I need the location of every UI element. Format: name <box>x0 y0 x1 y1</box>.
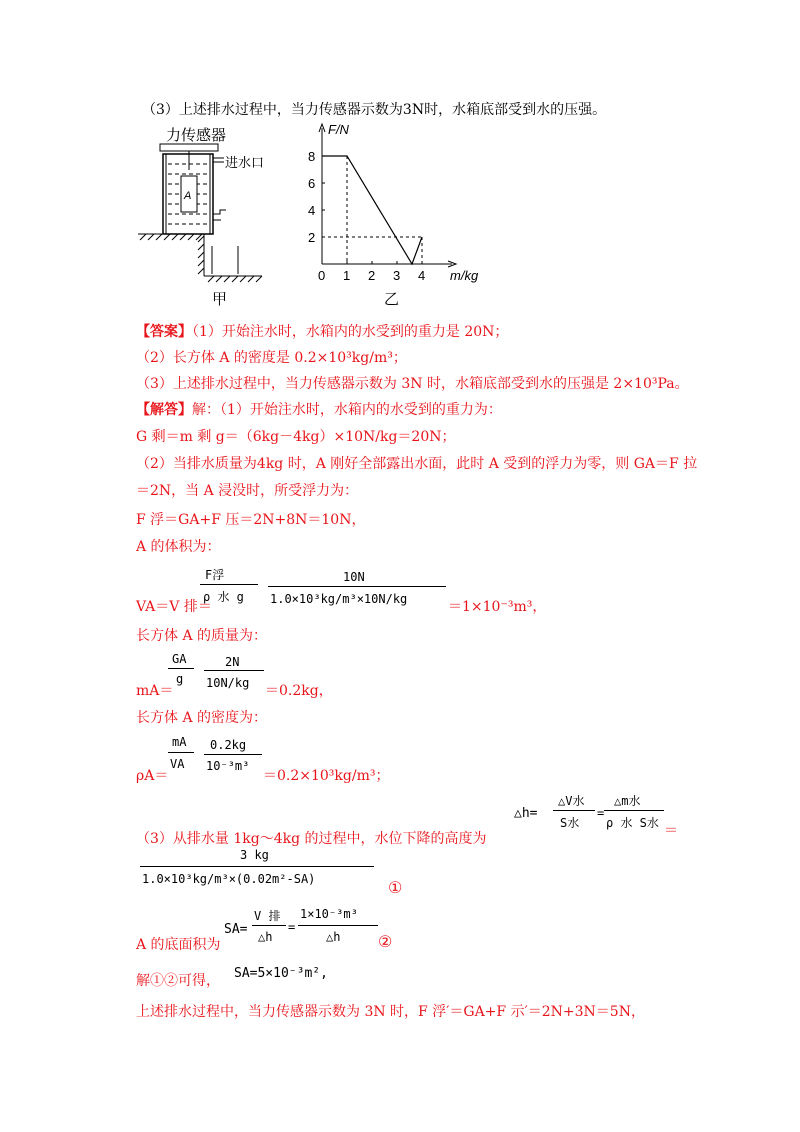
density-frac2-den: 10⁻³m³ <box>206 759 250 773</box>
volume-intro: A 的体积为： <box>136 539 221 555</box>
volume-result: ＝1×10⁻³m³， <box>448 599 547 615</box>
mass-result: ＝0.2kg， <box>265 683 333 699</box>
fraction-bar <box>553 810 595 811</box>
big-frac-num: 3 kg <box>240 848 269 862</box>
dh-equals: ＝ <box>664 823 678 839</box>
dh-frac1-num: △V水 <box>558 794 585 808</box>
answer-1: （1）开始注水时，水箱内的水受到的重力是 20N； <box>192 324 509 340</box>
fraction-bar <box>200 584 258 585</box>
fraction-bar <box>204 670 264 671</box>
fraction-bar <box>140 866 374 867</box>
apparatus-figure <box>138 118 278 310</box>
y-tick-label: 8 <box>308 149 316 164</box>
part2-line-1: （2）当排水质量为4kg 时，A 刚好全部露出水面，此时 A 受到的浮力为零，则 GA＝F 拉 <box>136 456 698 472</box>
dh-frac2-den: ρ 水 S水 <box>606 816 659 830</box>
fraction-bar <box>204 754 262 755</box>
part2-line-2: ＝2N，当 A 浸没时，所受浮力为： <box>136 483 359 499</box>
solution-tag: 【解答】 <box>136 402 192 418</box>
dh-eq-sign: = <box>597 806 605 820</box>
area-lhs: SA= <box>224 922 248 937</box>
x-tick-label: 1 <box>343 268 351 283</box>
mass-frac1-den: g <box>176 672 184 686</box>
fraction-bar <box>168 668 194 669</box>
big-frac-den: 1.0×10³kg/m³×(0.02m²-SA) <box>142 872 316 886</box>
mass-frac2-den: 10N/kg <box>206 676 250 690</box>
fraction-bar <box>298 925 378 926</box>
solution-intro-line <box>136 399 502 419</box>
area-frac1-num: V 排 <box>254 909 281 923</box>
x-axis-label: m/kg <box>450 268 479 283</box>
density-frac1-num: mA <box>172 735 187 749</box>
block-label: A <box>184 190 192 202</box>
density-frac2-num: 0.2kg <box>210 738 247 752</box>
y-axis-label: F/N <box>328 122 349 137</box>
mass-intro: 长方体 A 的质量为： <box>136 628 268 644</box>
volume-frac1-num: F浮 <box>205 568 225 582</box>
volume-lhs: VA＝V 排＝ <box>136 599 212 615</box>
part3-text: （3）从排水量 1kg～4kg 的过程中，水位下降的高度为 <box>136 831 487 847</box>
figure-yi-caption: 乙 <box>384 291 400 308</box>
figure-jia-caption: 甲 <box>212 291 228 308</box>
solution-intro: 解：（1）开始注水时，水箱内的水受到的重力为： <box>192 402 502 418</box>
fraction-bar <box>252 925 286 926</box>
circle-two: ② <box>378 932 393 951</box>
area-eq-sign: = <box>288 920 296 934</box>
gravity-line: G 剩＝m 剩 g＝（6kg－4kg）×10N/kg＝20N； <box>136 429 456 445</box>
buoyancy-line: F 浮＝GA+F 压＝2N+8N＝10N， <box>136 512 366 528</box>
fraction-bar <box>604 810 664 811</box>
volume-frac1-den: ρ 水 g <box>203 590 244 604</box>
mass-lhs: mA＝ <box>136 683 174 699</box>
area-intro: A 的底面积为 <box>136 937 221 953</box>
x-tick-label: 2 <box>368 268 376 283</box>
volume-frac2-den: 1.0×10³kg/m³×10N/kg <box>270 592 408 606</box>
density-intro: 长方体 A 的密度为： <box>136 710 268 726</box>
fraction-bar <box>168 752 194 753</box>
series-line <box>322 156 422 264</box>
mass-frac1-num: GA <box>172 652 187 666</box>
area-frac2-den: △h <box>326 930 341 944</box>
density-frac1-den: VA <box>170 757 185 771</box>
x-tick-label: 4 <box>418 268 426 283</box>
sensor-label: 力传感器 <box>166 127 227 144</box>
dh-frac1-den: S水 <box>560 816 580 830</box>
x-tick-label: 3 <box>393 268 401 283</box>
answer-2: （2）长方体 A 的密度是 0.2×10³kg/m³； <box>136 350 407 366</box>
y-tick-label: 4 <box>308 203 316 218</box>
y-tick-label: 2 <box>308 230 316 245</box>
answer-3: （3）上述排水过程中，当力传感器示数为 3N 时，水箱底部受到水的压强是 2×10³Pa。 <box>136 376 689 392</box>
solve-text: 解①②可得， <box>136 973 220 989</box>
volume-frac2-num: 10N <box>343 570 365 584</box>
area-frac1-den: △h <box>258 930 273 944</box>
dh-lhs: △h= <box>514 806 538 821</box>
answer-tag: 【答案】 <box>136 324 192 340</box>
x-tick-label: 0 <box>318 268 326 283</box>
circle-one: ① <box>388 878 403 897</box>
force-mass-chart <box>300 118 500 310</box>
density-lhs: ρA＝ <box>136 768 169 784</box>
question-text: （3）上述排水过程中，当力传感器示数为3N时，水箱底部受到水的压强。 <box>142 102 607 118</box>
fraction-bar <box>268 586 446 587</box>
area-frac2-num: 1×10⁻³m³ <box>300 907 358 921</box>
y-tick-label: 6 <box>308 176 316 191</box>
answer-line-1 <box>136 321 508 341</box>
solve-result: SA=5×10⁻³m², <box>234 966 328 981</box>
density-result: ＝0.2×10³kg/m³； <box>263 768 390 784</box>
last-line: 上述排水过程中，当力传感器示数为 3N 时，F 浮′＝GA+F 示′＝2N+3N＝5N， <box>136 1004 645 1020</box>
inlet-label: 进水口 <box>225 155 265 170</box>
dh-frac2-num: △m水 <box>614 794 641 808</box>
mass-frac2-num: 2N <box>225 655 240 669</box>
